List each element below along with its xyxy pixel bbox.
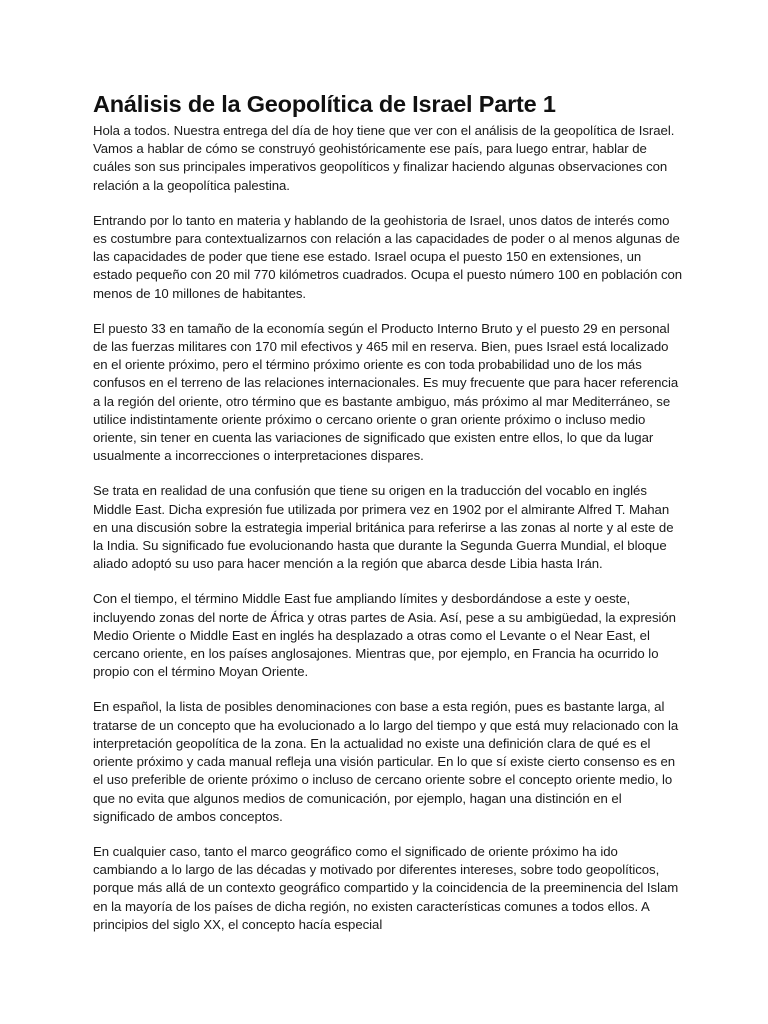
paragraph-middle-east-origin: Se trata en realidad de una confusión que tiene su origen en la traducción del vocablo en inglés Middle East. Dicha expresión fue utilizada por primera vez en 1902 por el almirante Alfred T. Mahan en una discusión sobre la estrategia imperial británica para referirse a las zonas al norte y al este de la India. Su significado fue evolucionando hasta que durante la Segunda Guerra Mundial, el bloque aliado adoptó su uso para hacer mención a la región que abarca desde Libia hasta Irán. <box>93 483 674 572</box>
paragraph-middle-east-expansion: Con el tiempo, el término Middle East fue ampliando límites y desbordándose a este y oeste, incluyendo zonas del norte de África y otras partes de Asia. Así, pese a su ambigüedad, la expresión Medio Oriente o Middle East en inglés ha desplazado a otras como el Levante o el Near East, el cercano oriente, en los países anglosajones. Mientras que, por ejemplo, en Francia ha ocurrido lo propio con el término Moyan Oriente. <box>93 591 676 680</box>
paragraph-geographic-frame: En cualquier caso, tanto el marco geográfico como el significado de oriente próximo ha ido cambiando a lo largo de las décadas y motivado por diferentes intereses, sobre todo geopolíticos, porque más allá de un contexto geográfico compartido y la coincidencia de la preeminencia del Islam en la mayoría de los países de dicha región, no existen características comunes a todos ellos. A principios del siglo XX, el concepto hacía especial <box>93 843 679 932</box>
paragraph-geohistory: Entrando por lo tanto en materia y hablando de la geohistoria de Israel, unos datos de interés como es costumbre para contextualizarnos con relación a las capacidades de poder o al menos algunas de las capacidades de poder que tiene ese estado. Israel ocupa el puesto 150 en extensiones, un estado pequeño con 20 mil 770 kilómetros cuadrados. Ocupa el puesto número 100 en población con menos de 10 millones de habitantes. <box>93 212 683 301</box>
paragraph-intro: Hola a todos. Nuestra entrega del día de hoy tiene que ver con el análisis de la geopolítica de Israel. Vamos a hablar de cómo se construyó geohistóricamente ese país, para luego entrar, hablar de cuáles son sus principales imperativos geopolíticos y finalizar haciendo algunas observaciones con relación a la geopolítica palestina. <box>93 123 675 193</box>
paragraph-spanish-terms: En español, la lista de posibles denominaciones con base a esta región, pues es bastante larga, al tratarse de un concepto que ha evolucionado a lo largo del tiempo y que está muy relacionado con la interpretación geopolítica de la zona. En la actualidad no existe una definición clara de qué es el oriente próximo y cada manual refleja una visión particular. En lo que sí existe cierto consenso es en el uso preferible de oriente próximo o incluso de cercano oriente sobre el concepto oriente medio, lo que no evita que algunos medios de comunicación, por ejemplo, hagan una distinción en el significado de ambos conceptos. <box>93 699 679 824</box>
document-page <box>93 90 683 951</box>
paragraph-economy: El puesto 33 en tamaño de la economía según el Producto Interno Bruto y el puesto 29 en personal de las fuerzas militares con 170 mil efectivos y 465 mil en reserva. Bien, pues Israel está localizado en el oriente próximo, pero el término próximo oriente es con toda probabilidad uno de los más confusos en el terreno de las relaciones internacionales. Es muy frecuente que para hacer referencia a la región del oriente, otro término que es bastante ambiguo, más próximo al mar Mediterráneo, se utilice indistintamente oriente próximo o cercano oriente o gran oriente próximo o incluso medio oriente, sin tener en cuenta las variaciones de significado que existen entre ellos, lo que da lugar usualmente a incorrecciones o interpretaciones dispares. <box>93 320 679 464</box>
document-title: Análisis de la Geopolítica de Israel Parte 1 <box>93 91 556 117</box>
